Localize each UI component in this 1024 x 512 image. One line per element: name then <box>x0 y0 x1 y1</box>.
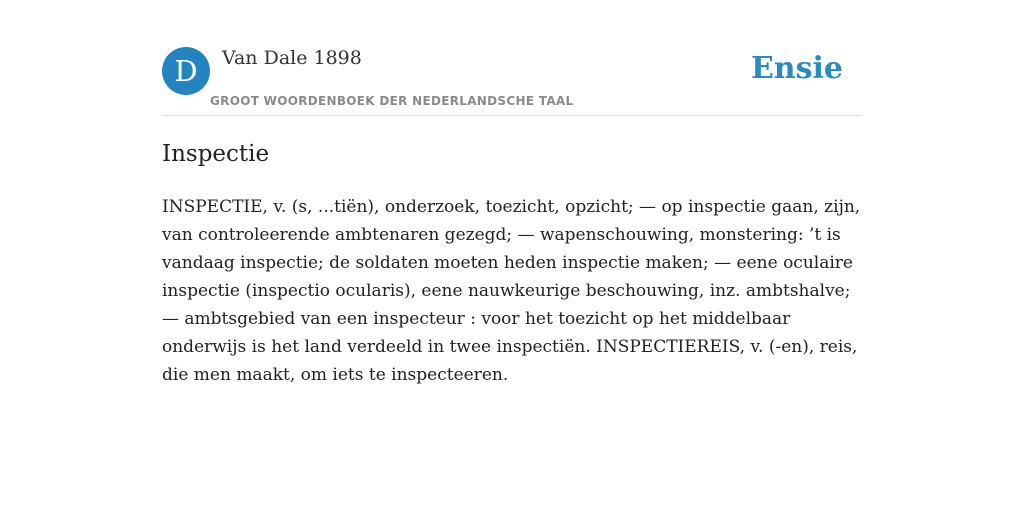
source-title[interactable]: Van Dale 1898 <box>222 47 362 69</box>
header-divider <box>162 115 862 116</box>
definition-line: die men maakt, om iets te inspecteeren. <box>162 365 509 385</box>
definition-line: inspectie (inspectio ocularis), eene nauwkeurige beschouwing, inz. ambtshalve; <box>162 281 851 301</box>
source-subtitle: GROOT WOORDENBOEK DER NEDERLANDSCHE TAAL <box>210 94 574 108</box>
definition-line: — ambtsgebied van een inspecteur : voor het toezicht op het middelbaar <box>162 309 791 329</box>
source-logo[interactable]: D <box>162 47 210 95</box>
definition-line: vandaag inspectie; de soldaten moeten heden inspectie maken; — eene oculaire <box>162 253 853 273</box>
definition-line: INSPECTIE, v. (s, ...tiën), onderzoek, toezicht, opzicht; — op inspectie gaan, zijn, <box>162 197 861 217</box>
entry-definition <box>162 193 862 389</box>
brand-logo[interactable]: Ensie <box>750 51 843 86</box>
entry-title: Inspectie <box>162 141 270 167</box>
definition-line: onderwijs is het land verdeeld in twee inspectiën. INSPECTIEREIS, v. (-en), reis, <box>162 337 858 357</box>
definition-line: van controleerende ambtenaren gezegd; — wapenschouwing, monstering: ’t is <box>162 225 841 245</box>
